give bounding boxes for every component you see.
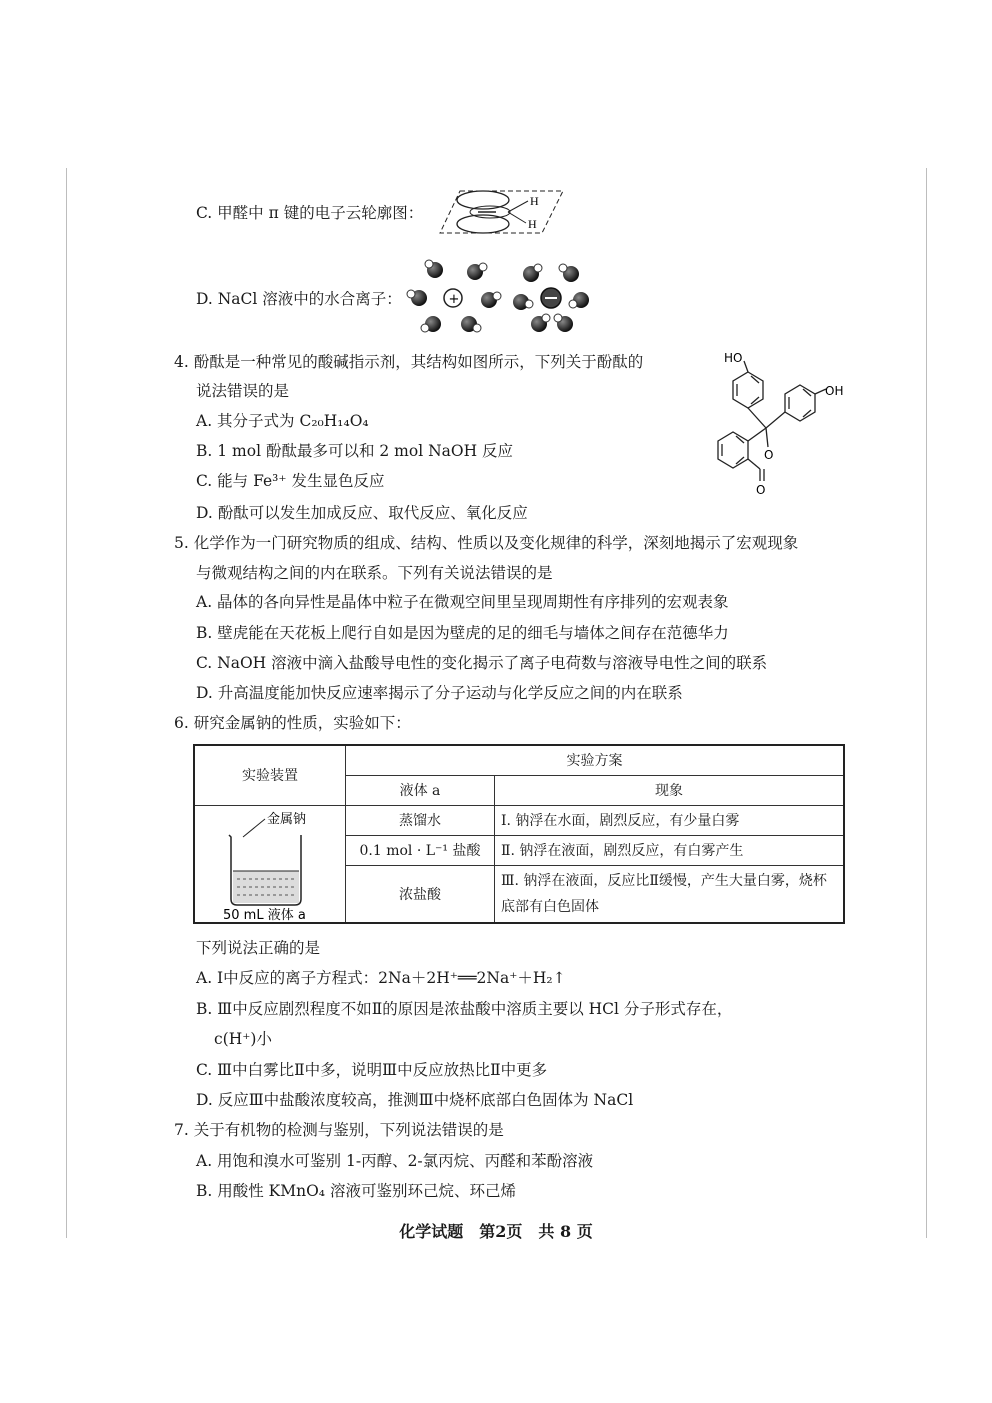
page-footer: 化学试题 第2页 共 8 页 — [399, 1222, 593, 1241]
hydrogen-label-1: H — [530, 194, 539, 208]
q6-stem: 6. 研究金属钠的性质，实验如下： — [174, 714, 411, 732]
q5-stem-line1: 5. 化学作为一门研究物质的组成、结构、性质以及变化规律的科学，深刻地揭示了宏观现象 — [174, 534, 799, 552]
header-liquid: 液体 a — [346, 775, 495, 805]
row3-liquid: 浓盐酸 — [346, 865, 495, 923]
q6-option-d: D. 反应Ⅲ中盐酸浓度较高，推测Ⅲ中烧杯底部白色固体为 NaCl — [196, 1091, 634, 1109]
row3-phenomenon-line2: 底部有白色固体 — [501, 898, 599, 915]
header-phenomenon: 现象 — [495, 775, 845, 805]
carbonyl-oxygen-label: O — [756, 483, 766, 497]
row3-phenomenon-cell — [495, 865, 845, 923]
row2-liquid: 0.1 mol · L⁻¹ 盐酸 — [346, 835, 495, 865]
page-border-right — [926, 168, 927, 1238]
row2-phenomenon: Ⅱ. 钠浮在液面，剧烈反应，有白雾产生 — [495, 835, 845, 865]
experiment-table — [193, 744, 845, 924]
row3-phenomenon-line1: Ⅲ. 钠浮在液面，反应比Ⅱ缓慢，产生大量白雾，烧杯 — [501, 872, 827, 889]
option-3c: C. 甲醛中 π 键的电子云轮廓图： — [196, 204, 424, 222]
q5-option-c: C. NaOH 溶液中滴入盐酸导电性的变化揭示了离子电荷数与溶液导电性之间的联系 — [196, 654, 768, 672]
q4-stem-line1: 4. 酚酞是一种常见的酸碱指示剂，其结构如图所示，下列关于酚酞的 — [174, 353, 644, 371]
page-border-left — [66, 168, 67, 1238]
q6-option-b-line2: c(H⁺)小 — [214, 1030, 272, 1048]
q6-sub-question: 下列说法正确的是 — [196, 939, 321, 957]
beaker-with-sodium — [195, 807, 333, 921]
q4-option-b: B. 1 mol 酚酞最多可以和 2 mol NaOH 反应 — [196, 442, 514, 460]
phenolphthalein-structure — [700, 345, 860, 505]
q4-stem-line2: 说法错误的是 — [196, 382, 290, 400]
hydroxyl-label-oh: OH — [825, 384, 844, 398]
q5-option-b: B. 壁虎能在天花板上爬行自如是因为壁虎的足的细毛与墙体之间存在范德华力 — [196, 624, 729, 642]
q5-stem-line2: 与微观结构之间的内在联系。下列有关说法错误的是 — [196, 564, 553, 582]
q4-option-a: A. 其分子式为 C₂₀H₁₄O₄ — [196, 412, 369, 430]
q6-option-a: A. Ⅰ中反应的离子方程式：2Na＋2H⁺══2Na⁺＋H₂↑ — [196, 969, 566, 987]
q5-option-d: D. 升高温度能加快反应速率揭示了分子运动与化学反应之间的内在联系 — [196, 684, 683, 702]
q6-option-b-line1: B. Ⅲ中反应剧烈程度不如Ⅱ的原因是浓盐酸中溶质主要以 HCl 分子形式存在， — [196, 1000, 733, 1018]
q7-option-b: B. 用酸性 KMnO₄ 溶液可鉴别环己烷、环己烯 — [196, 1182, 516, 1200]
row1-liquid: 蒸馏水 — [346, 805, 495, 835]
q4-option-c: C. 能与 Fe³⁺ 发生显色反应 — [196, 472, 385, 490]
hydroxyl-label-ho: HO — [724, 351, 743, 365]
q7-option-a: A. 用饱和溴水可鉴别 1-丙醇、2-氯丙烷、丙醛和苯酚溶液 — [196, 1152, 594, 1170]
beaker-label: 50 mL 液体 a — [223, 907, 306, 921]
q7-stem: 7. 关于有机物的检测与鉴别，下列说法错误的是 — [174, 1121, 504, 1139]
svg-text:+: + — [448, 292, 460, 307]
option-3d: D. NaCl 溶液中的水合离子： — [196, 290, 402, 308]
device-cell — [194, 805, 346, 923]
header-plan: 实验方案 — [346, 745, 845, 775]
q6-option-c: C. Ⅲ中白雾比Ⅱ中多，说明Ⅲ中反应放热比Ⅱ中更多 — [196, 1061, 548, 1079]
sodium-label: 金属钠 — [267, 811, 307, 827]
hydrogen-label-2: H — [528, 217, 537, 231]
row1-phenomenon: Ⅰ. 钠浮在水面，剧烈反应，有少量白雾 — [495, 805, 845, 835]
header-device: 实验装置 — [194, 745, 346, 805]
q4-option-d: D. 酚酞可以发生加成反应、取代反应、氧化反应 — [196, 504, 528, 522]
q5-option-a: A. 晶体的各向异性是晶体中粒子在微观空间里呈现周期性有序排列的宏观表象 — [196, 593, 729, 611]
hydrated-ions-diagram — [405, 258, 595, 334]
ring-oxygen-label: O — [764, 448, 774, 462]
formaldehyde-pi-orbital-diagram — [438, 183, 566, 243]
